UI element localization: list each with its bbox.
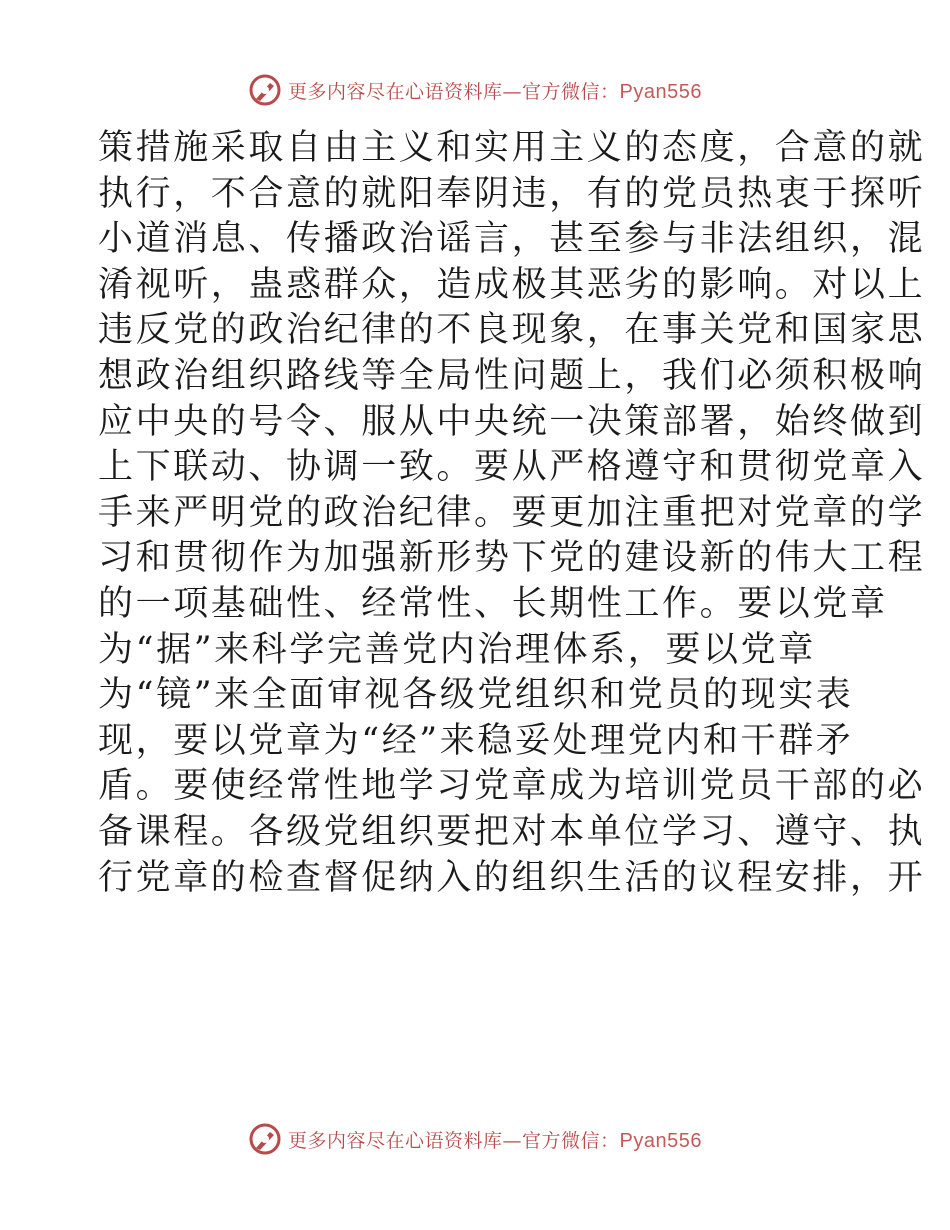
watermark-wechat-id: Pyan556 (619, 80, 702, 103)
text-line: 违反党的政治纪律的不良现象，在事关党和国家思 (98, 310, 926, 351)
text-line: 应中央的号令、服从中央统一决策部署，始终做到 (98, 401, 926, 442)
text-line: 行党章的检查督促纳入的组织生活的议程安排，开 (98, 857, 926, 898)
pen-logo-icon (248, 73, 282, 107)
text-line: 习和贯彻作为加强新形势下党的建设新的伟大工程 (98, 538, 926, 579)
text-line: 上下联动、协调一致。要从严格遵守和贯彻党章入 (98, 447, 926, 488)
text-line: 为“镜”来全面审视各级党组织和党员的现实表 (98, 675, 854, 716)
text-line: 想政治组织路线等全局性问题上，我们必须积极响 (98, 355, 926, 396)
watermark-text: 更多内容尽在心语资料库—官方微信：Pyan556 (288, 80, 702, 103)
text-line: 小道消息、传播政治谣言，甚至参与非法组织，混 (98, 219, 926, 260)
watermark-wechat-id: Pyan556 (619, 1129, 702, 1152)
text-line: 的一项基础性、经常性、长期性工作。要以党章 (98, 583, 888, 624)
text-line: 现，要以党章为“经”来稳妥处理党内和干群矛 (98, 720, 854, 761)
text-line: 盾。要使经常性地学习党章成为培训党员干部的必 (98, 766, 926, 807)
document-body (98, 126, 926, 901)
footer-watermark (0, 1119, 950, 1159)
text-line: 为“据”来科学完善党内治理体系，要以党章 (98, 629, 816, 670)
text-line: 淆视听，蛊惑群众，造成极其恶劣的影响。对以上 (98, 264, 926, 305)
header-watermark (0, 70, 950, 110)
text-line: 备课程。各级党组织要把对本单位学习、遵守、执 (98, 811, 926, 852)
text-line: 执行，不合意的就阳奉阴违，有的党员热衷于探听 (98, 173, 926, 214)
text-line: 手来严明党的政治纪律。要更加注重把对党章的学 (98, 492, 926, 533)
text-line: 策措施采取自由主义和实用主义的态度，合意的就 (98, 128, 926, 168)
pen-logo-icon (248, 1122, 282, 1156)
watermark-text: 更多内容尽在心语资料库—官方微信：Pyan556 (288, 1129, 702, 1152)
